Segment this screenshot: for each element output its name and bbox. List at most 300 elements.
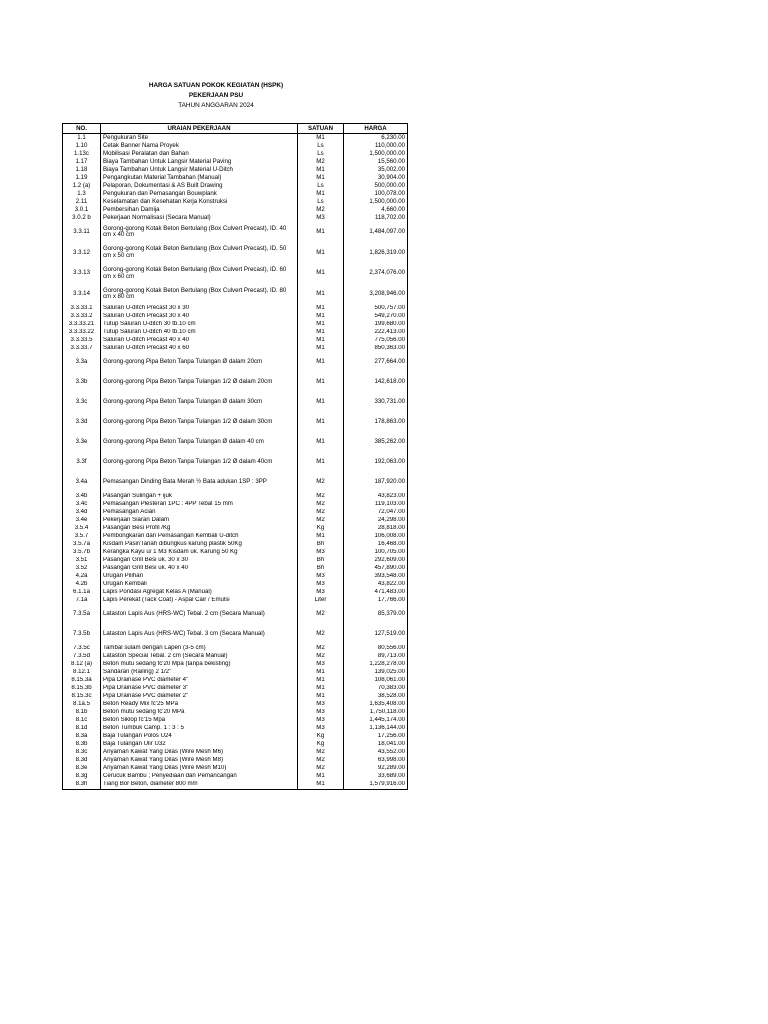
row-unit: M1 [298,321,344,329]
row-number: 1.3 [63,190,101,198]
row-description: Pelaporan, Dokumentasi & AS Built Drawing [101,182,298,190]
row-unit: M3 [298,709,344,717]
table-row [63,725,408,733]
table-row [63,142,408,150]
row-number: 3.3.14 [63,284,101,305]
table-row [63,557,408,565]
row-price: 1,750,118.00 [344,709,408,717]
row-description: Beton mutu sedang fc'20 MPa [101,709,298,717]
row-number: 3.3b [63,373,101,393]
row-number: 1.17 [63,158,101,166]
row-description: Pengangkutan Material Tambahan (Manual) [101,174,298,182]
row-number: 1.18 [63,166,101,174]
row-number: 8.3a [63,733,101,741]
table-row [63,645,408,653]
row-number: 3.5.7a [63,541,101,549]
row-price: 43,822.00 [344,581,408,589]
row-description: Pasangan Sulingan + ijuk [101,493,298,501]
row-unit: M3 [298,581,344,589]
row-description: Kerangka Kayu u/ 1 M3 Kisdam uk. Karung 50 Kg [101,549,298,557]
row-unit: Kg [298,525,344,533]
row-unit: M2 [298,509,344,517]
row-number: 8.3h [63,781,101,790]
row-number: 1.19 [63,174,101,182]
row-price: 100,078.00 [344,190,408,198]
table-row [63,773,408,781]
table-row [63,669,408,677]
row-unit: Kg [298,733,344,741]
row-price: 106,008.00 [344,533,408,541]
table-row [63,741,408,749]
row-unit: Bh [298,557,344,565]
row-description: Biaya Tambahan Untuk Langsir Material U-Ditch [101,166,298,174]
row-number: 4.2a [63,573,101,581]
row-price: 1,228,278.00 [344,661,408,669]
row-number: 8.15.3b [63,685,101,693]
row-price: 18,041.00 [344,741,408,749]
table-row [63,337,408,345]
row-price: 38,528.00 [344,693,408,701]
column-header-unit: SATUAN [298,124,344,134]
row-unit: M1 [298,685,344,693]
row-unit: M2 [298,765,344,773]
row-price: 277,664.00 [344,353,408,373]
table-row [63,158,408,166]
row-price: 85,379.00 [344,605,408,625]
row-price: 24,298.00 [344,517,408,525]
row-price: 4,660.00 [344,206,408,214]
row-price: 1,826,319.00 [344,243,408,264]
row-description: Lataston Lapis Aus (HRS-WC) Tebal. 2 cm (Secara Manual) [101,605,298,625]
row-number: 3.3e [63,433,101,453]
row-number: 8.15.3a [63,677,101,685]
table-row [63,661,408,669]
row-price: 187,920.00 [344,473,408,493]
table-row [63,501,408,509]
row-number: 8.3c [63,749,101,757]
row-price: 142,618.00 [344,373,408,393]
row-number: 6.1.1a [63,589,101,597]
table-row [63,605,408,625]
row-number: 7.3.5d [63,653,101,661]
row-description: Tutup Saluran U-ditch 40 tb.10 cm [101,329,298,337]
row-price: 1,579,916.00 [344,781,408,790]
row-description: Mobilisasi Peralatan dan Bahan [101,150,298,158]
row-description: Pekerjaan Siaran Dalam [101,517,298,525]
row-description: Saluran U-ditch Precast 30 x 40 [101,313,298,321]
row-description: Baja Tulangan Ulir U32 [101,741,298,749]
table-row [63,174,408,182]
row-unit: M1 [298,677,344,685]
table-row [63,717,408,725]
row-description: Pembongkaran dan Pemasangan Kembali U-ditch [101,533,298,541]
row-unit: M1 [298,373,344,393]
row-unit: M2 [298,517,344,525]
table-row [63,321,408,329]
row-unit: M1 [298,433,344,453]
row-price: 70,383.00 [344,685,408,693]
table-row [63,565,408,573]
row-price: 35,002.00 [344,166,408,174]
row-price: 28,818.00 [344,525,408,533]
row-price: 43,552.00 [344,749,408,757]
row-price: 108,061.00 [344,677,408,685]
row-unit: Liter [298,597,344,605]
row-description: Saluran U-ditch Precast 40 x 40 [101,337,298,345]
row-number: 3.3.33.5 [63,337,101,345]
row-unit: M3 [298,589,344,597]
row-unit: M2 [298,757,344,765]
row-description: Pengukuran dan Pemasangan Bouwplank [101,190,298,198]
row-number: 3.3.13 [63,263,101,284]
row-price: 199,680.00 [344,321,408,329]
row-description: Saluran U-ditch Precast 30 x 30 [101,305,298,313]
row-unit: M2 [298,206,344,214]
row-number: 1.10 [63,142,101,150]
row-description: Gorong-gorong Pipa Beton Tanpa Tulangan Ø dalam 40 cm [101,433,298,453]
row-price: 549,270.00 [344,313,408,321]
row-number: 8.3b [63,741,101,749]
row-number: 3.3d [63,413,101,433]
table-row [63,284,408,305]
table-row [63,533,408,541]
table-row [63,589,408,597]
row-price: 330,731.00 [344,393,408,413]
row-price: 119,103.00 [344,501,408,509]
table-row [63,329,408,337]
row-number: 8.12.1 [63,669,101,677]
row-description: Pengukuran Site [101,134,298,143]
row-number: 8.3e [63,765,101,773]
table-row [63,625,408,645]
row-number: 7.3.5b [63,625,101,645]
row-number: 7.3.5c [63,645,101,653]
row-description: Pipa Drainase PVC diameter 2" [101,693,298,701]
row-description: Cetak Banner Nama Proyek [101,142,298,150]
row-number: 3.3.33.7 [63,345,101,353]
row-number: 3.3.12 [63,243,101,264]
row-number: 3.4c [63,501,101,509]
row-price: 3,208,946.00 [344,284,408,305]
row-price: 1,445,174.00 [344,717,408,725]
row-description: Anyaman Kawat Yang Dilas (Wire Mesh M8) [101,757,298,765]
row-price: 100,705.00 [344,549,408,557]
row-price: 222,413.00 [344,329,408,337]
row-description: Anyaman Kawat Yang Dilas (Wire Mesh M10) [101,765,298,773]
row-unit: M1 [298,243,344,264]
table-row [63,373,408,393]
row-description: Tambal sulam dengan Lapen (3-5 cm) [101,645,298,653]
row-number: 3.3a [63,353,101,373]
row-description: Pemasangan Acian [101,509,298,517]
row-description: Anyaman Kawat Yang Dilas (Wire Mesh M6) [101,749,298,757]
row-price: 2,374,076.00 [344,263,408,284]
table-row [63,353,408,373]
row-description: Tutup Saluran U-ditch 30 tb.10 cm [101,321,298,329]
table-row [63,653,408,661]
row-description: Lapis Pondasi Agregat Kelas A (Manual) [101,589,298,597]
row-unit: Ls [298,150,344,158]
row-price: 6,230.00 [344,134,408,143]
table-row [63,305,408,313]
row-description: Lataston Special Tebal. 2 cm (Secara Manual) [101,653,298,661]
row-unit: M3 [298,214,344,222]
row-price: 1,635,408.00 [344,701,408,709]
row-unit: M1 [298,345,344,353]
row-number: 7.1a [63,597,101,605]
row-price: 16,468.00 [344,541,408,549]
row-description: Pasangan Besi Profil /Kg [101,525,298,533]
row-price: 139,025.00 [344,669,408,677]
row-price: 92,289.00 [344,765,408,773]
table-row [63,781,408,790]
row-price: 63,998.00 [344,757,408,765]
row-unit: M3 [298,725,344,733]
row-number: 3.0.1 [63,206,101,214]
document-subtitle: PEKERJAAN PSU [188,92,244,99]
row-unit: M2 [298,653,344,661]
row-unit: M1 [298,413,344,433]
row-unit: Bh [298,565,344,573]
row-number: 8.1a.5 [63,701,101,709]
row-number: 3.3f [63,453,101,473]
row-description: Gorong-gorong Kotak Beton Bertulang (Box Culvert Precast), ID. 80 cm x 80 cm [101,284,298,305]
column-header-description: URAIAN PEKERJAAN [101,124,298,134]
table-row [63,541,408,549]
table-row [63,393,408,413]
row-description: Pekerjaan Normalisasi (Secara Manual) [101,214,298,222]
row-description: Gorong-gorong Pipa Beton Tanpa Tulangan 1/2 Ø dalam 30cm [101,413,298,433]
row-price: 292,609.00 [344,557,408,565]
row-unit: M1 [298,353,344,373]
row-price: 393,548.00 [344,573,408,581]
row-description: Gorong-gorong Pipa Beton Tanpa Tulangan Ø dalam 30cm [101,393,298,413]
table-row [63,166,408,174]
table-row [63,433,408,453]
row-description: Tiang Bor Beton, diameter 800 mm [101,781,298,790]
row-price: 850,363.00 [344,345,408,353]
row-price: 1,484,097.00 [344,222,408,243]
row-description: Beton Siklop fc'15 Mpa [101,717,298,725]
row-description: Pembersihan Damija [101,206,298,214]
table-row [63,749,408,757]
row-unit: Ls [298,142,344,150]
table-row [63,685,408,693]
table-row [63,190,408,198]
row-description: Beton mutu sedang fc'20 Mpa (tanpa bekisting) [101,661,298,669]
row-price: 89,713.00 [344,653,408,661]
table-row [63,263,408,284]
table-row [63,597,408,605]
row-description: Lapis Perekat (Tack Coat) - Aspal Cair / Emulsi [101,597,298,605]
row-price: 1,500,000.00 [344,150,408,158]
row-unit: M1 [298,222,344,243]
row-unit: M3 [298,549,344,557]
row-unit: Ls [298,182,344,190]
row-price: 118,702.00 [344,214,408,222]
row-number: 3.4b [63,493,101,501]
row-unit: M3 [298,661,344,669]
row-price: 15,560.00 [344,158,408,166]
row-number: 3.3.33.22 [63,329,101,337]
row-number: 3.4d [63,509,101,517]
row-unit: M1 [298,190,344,198]
row-price: 775,056.00 [344,337,408,345]
row-price: 500,000.00 [344,182,408,190]
row-price: 17,256.00 [344,733,408,741]
table-row [63,134,408,143]
row-number: 3.3c [63,393,101,413]
table-row [63,765,408,773]
price-table [62,123,408,790]
row-number: 3.3.11 [63,222,101,243]
row-unit: M3 [298,717,344,725]
row-unit: Ls [298,198,344,206]
row-description: Pemasangan Plesteran 1PC : 4PP Tebal 15 mm [101,501,298,509]
row-description: Gorong-gorong Pipa Beton Tanpa Tulangan 1/2 Ø dalam 40cm [101,453,298,473]
table-row [63,453,408,473]
row-price: 192,063.00 [344,453,408,473]
table-row [63,733,408,741]
table-row [63,709,408,717]
row-number: 4.2b [63,581,101,589]
row-description: Urugan Kembali [101,581,298,589]
row-number: 8.1b [63,709,101,717]
table-row [63,222,408,243]
table-row [63,509,408,517]
row-number: 3.5.4 [63,525,101,533]
table-row [63,549,408,557]
row-price: 127,519.00 [344,625,408,645]
table-row [63,677,408,685]
row-price: 72,047.00 [344,509,408,517]
document-title: HARGA SATUAN POKOK KEGIATAN (HSPK) [148,82,284,89]
row-unit: M1 [298,337,344,345]
row-number: 3.52 [63,565,101,573]
row-number: 1.1 [63,134,101,143]
row-description: Baja Tulangan Polos U24 [101,733,298,741]
row-description: Saluran U-ditch Precast 40 x 60 [101,345,298,353]
row-description: Pipa Drainase PVC diameter 3" [101,685,298,693]
row-unit: M1 [298,693,344,701]
row-price: 1,500,000.00 [344,198,408,206]
row-number: 3.4a [63,473,101,493]
table-row [63,757,408,765]
row-number: 3.4e [63,517,101,525]
row-unit: M1 [298,393,344,413]
table-row [63,581,408,589]
row-number: 3.5.7b [63,549,101,557]
row-unit: M1 [298,453,344,473]
table-row [63,198,408,206]
row-number: 3.3.33.2 [63,313,101,321]
table-row [63,701,408,709]
row-unit: M1 [298,669,344,677]
table-row [63,345,408,353]
table-row [63,243,408,264]
row-unit: M2 [298,158,344,166]
row-number: 8.12 (a) [63,661,101,669]
row-description: Keselamatan dan Kesehatan Kerja Konstruksi [101,198,298,206]
table-row [63,214,408,222]
table-row [63,413,408,433]
row-number: 8.15.3c [63,693,101,701]
row-unit: M2 [298,473,344,493]
row-number: 3.51 [63,557,101,565]
row-description: Gorong-gorong Kotak Beton Bertulang (Box Culvert Precast), ID. 60 cm x 60 cm [101,263,298,284]
row-number: 1.13c [63,150,101,158]
row-number: 7.3.5a [63,605,101,625]
row-description: Pemasangan Dinding Bata Merah ½ Bata adukan 1SP : 3PP [101,473,298,493]
row-description: Pasangan Grill Besi uk. 30 x 30 [101,557,298,565]
row-number: 3.3.33.21 [63,321,101,329]
row-unit: Kg [298,741,344,749]
row-price: 471,483.00 [344,589,408,597]
row-unit: M2 [298,625,344,645]
row-unit: M1 [298,263,344,284]
table-row [63,493,408,501]
table-row [63,473,408,493]
row-number: 8.1d [63,725,101,733]
row-number: 8.3d [63,757,101,765]
table-row [63,525,408,533]
table-row [63,517,408,525]
row-unit: M1 [298,305,344,313]
row-price: 30,904.00 [344,174,408,182]
row-description: Sandaran (Railing) 2 1/2" [101,669,298,677]
row-unit: M3 [298,573,344,581]
table-row [63,573,408,581]
row-number: 3.5.7 [63,533,101,541]
column-header-price: HARGA [344,124,408,134]
row-price: 1,136,144.00 [344,725,408,733]
column-header-no: NO. [63,124,101,134]
table-row [63,150,408,158]
row-unit: M2 [298,493,344,501]
table-row [63,313,408,321]
row-unit: M1 [298,329,344,337]
row-description: Biaya Tambahan Untuk Langsir Material Paving [101,158,298,166]
row-description: Pasangan Grill Besi uk. 40 x 40 [101,565,298,573]
row-price: 457,890.00 [344,565,408,573]
row-number: 8.3g [63,773,101,781]
row-unit: M1 [298,166,344,174]
row-unit: M3 [298,701,344,709]
row-unit: Bh [298,541,344,549]
row-price: 178,863.00 [344,413,408,433]
row-price: 385,262.00 [344,433,408,453]
row-description: Cerucuk Bambu ; Penyediaan dan Pemancangan [101,773,298,781]
row-unit: M2 [298,605,344,625]
table-header-row [63,124,408,134]
row-description: Gorong-gorong Kotak Beton Bertulang (Box Culvert Precast), ID. 50 cm x 50 cm [101,243,298,264]
row-description: Lataston Lapis Aus (HRS-WC) Tebal. 3 cm (Secara Manual) [101,625,298,645]
row-description: Beton Tumbuk Camp. 1 : 3 : 5 [101,725,298,733]
row-price: 80,556.00 [344,645,408,653]
row-unit: M1 [298,313,344,321]
row-description: Gorong-gorong Kotak Beton Bertulang (Box Culvert Precast), ID. 40 cm x 40 cm [101,222,298,243]
row-unit: M1 [298,533,344,541]
table-row [63,182,408,190]
row-description: Beton Ready Mix fc'25 MPa [101,701,298,709]
row-unit: M2 [298,645,344,653]
row-unit: M1 [298,284,344,305]
row-number: 8.1c [63,717,101,725]
row-number: 2.11 [63,198,101,206]
row-unit: M1 [298,773,344,781]
table-row [63,206,408,214]
row-price: 17,766.00 [344,597,408,605]
